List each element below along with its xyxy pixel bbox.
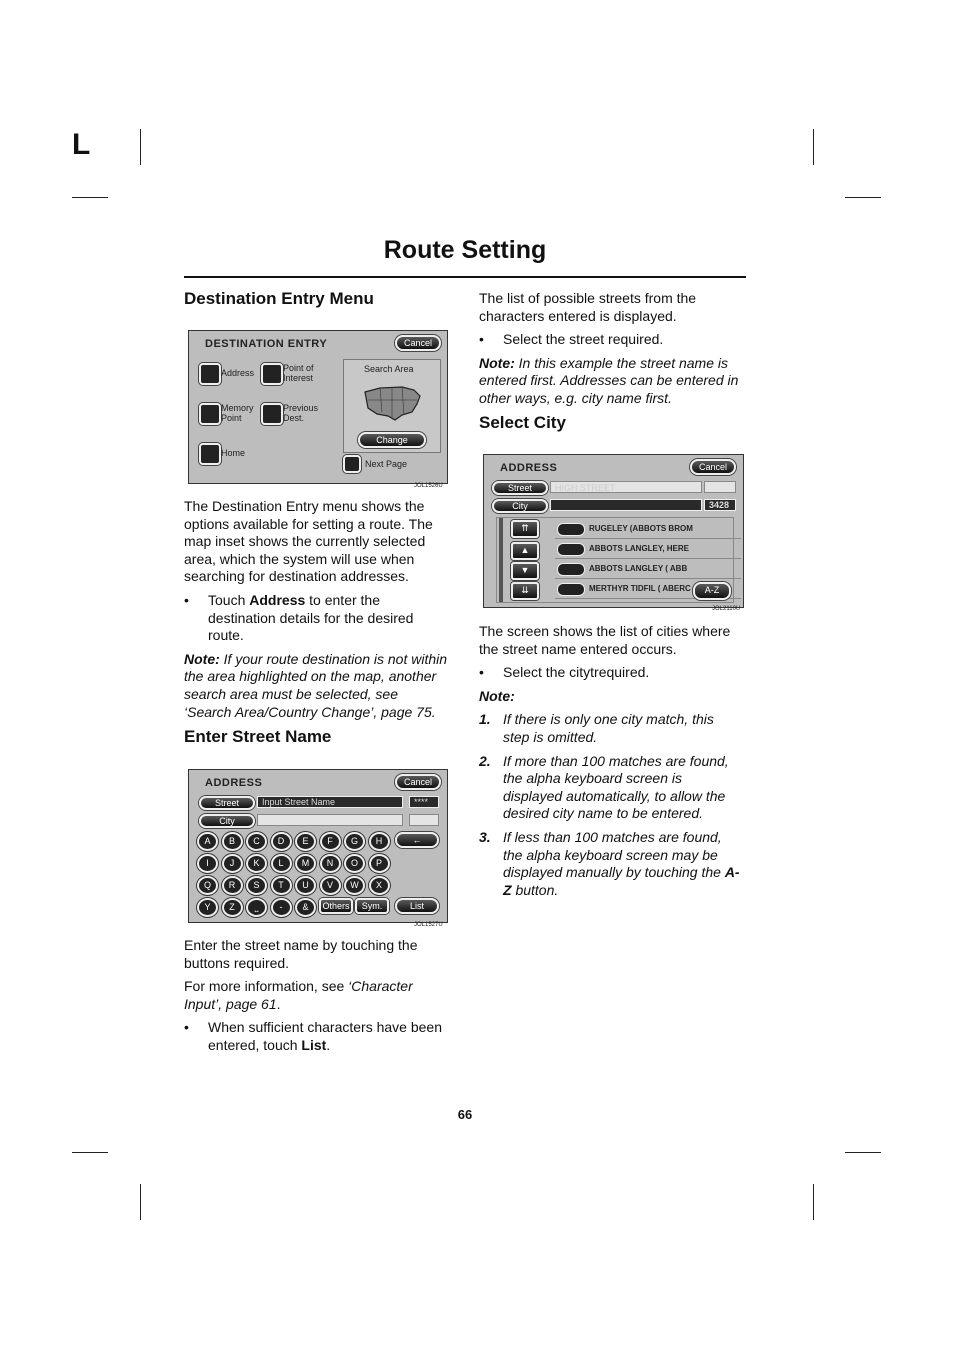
bullet-item — [184, 1019, 449, 1054]
city-row[interactable] — [555, 519, 741, 539]
previous-dest-icon[interactable] — [261, 403, 283, 425]
key-button[interactable]: C — [246, 832, 267, 851]
city-name: ABBOTS LANGLEY, HERE — [589, 544, 690, 553]
paragraph: The screen shows the list of cities where the street name entered occurs. — [479, 623, 731, 657]
key-button[interactable]: Z — [222, 898, 243, 917]
row-select-icon — [557, 583, 585, 596]
street-value: HIGH STREET — [550, 481, 702, 493]
crop-mark — [845, 197, 881, 198]
screen-title: DESTINATION ENTRY — [205, 338, 328, 350]
heading-enter-street-name: Enter Street Name — [184, 727, 332, 746]
city-name: MERTHYR TIDFIL ( ABERC — [589, 584, 691, 593]
left-column — [184, 290, 449, 308]
bold-text: Address — [249, 591, 306, 608]
poi-label-1: Point of — [283, 363, 314, 373]
bullet-item: • Select the citytrequired. — [479, 664, 744, 682]
key-button[interactable]: K — [246, 854, 267, 873]
key-button[interactable]: D — [271, 832, 292, 851]
city-list — [496, 517, 734, 603]
backspace-button[interactable]: ← — [395, 832, 439, 848]
note — [184, 651, 449, 721]
bullet-text: When sufficient characters have been entered, touch — [208, 1019, 442, 1053]
key-button[interactable]: M — [295, 854, 316, 873]
key-button[interactable]: - — [271, 898, 292, 917]
a-z-button[interactable]: A-Z — [693, 582, 731, 600]
scroll-bottom-button[interactable]: ⇊ — [511, 582, 539, 600]
point-of-interest-icon[interactable] — [261, 363, 283, 385]
change-button[interactable]: Change — [358, 432, 426, 448]
bold-text: A-Z — [503, 864, 740, 898]
previous-label-2: Dest. — [283, 413, 305, 423]
city-row[interactable] — [555, 539, 741, 559]
heading-select-city: Select City — [479, 413, 566, 432]
list-button[interactable]: List — [395, 898, 439, 914]
cancel-button[interactable]: Cancel — [395, 774, 441, 790]
scroll-up-button[interactable]: ▲ — [511, 542, 539, 560]
street-button[interactable]: Street — [199, 796, 255, 810]
title-rule — [184, 276, 746, 278]
text: . — [276, 995, 281, 1012]
key-button[interactable]: X — [369, 876, 390, 895]
page-title: Route Setting — [383, 236, 547, 264]
note — [479, 355, 744, 408]
key-button[interactable]: Y — [197, 898, 218, 917]
left-column-text-1 — [184, 498, 449, 727]
enter-street-screenshot — [188, 769, 448, 923]
item-text: If more than 100 matches are found, the alpha keyboard screen is displayed automatically, to allow the desired city name to be entered. — [503, 752, 729, 822]
memory-point-icon[interactable] — [199, 403, 221, 425]
key-button[interactable]: W — [344, 876, 365, 895]
key-button[interactable]: F — [320, 832, 341, 851]
select-city-screenshot — [483, 454, 744, 608]
screen-title: ADDRESS — [205, 777, 263, 789]
bullet-text: to enter the destination details for the desired route. — [208, 591, 414, 644]
note-text: If your route destination is not within the area highlighted on the map, another search area must be selected, see ‘Search Area/Country Change’, page 75. — [184, 650, 448, 720]
key-button[interactable]: B — [222, 832, 243, 851]
crop-mark — [845, 1152, 881, 1153]
crop-mark — [813, 1184, 814, 1220]
previous-label-1: Previous — [283, 403, 319, 413]
left-column-text-2 — [184, 937, 449, 1061]
right-heading — [479, 414, 744, 432]
numbered-item — [479, 829, 744, 899]
key-button[interactable]: H — [369, 832, 390, 851]
note-label: Note: — [479, 354, 515, 371]
next-page-icon[interactable] — [343, 455, 361, 473]
section-letter: L — [72, 128, 91, 161]
next-page-label: Next Page — [365, 459, 408, 469]
destination-entry-screenshot — [188, 330, 448, 484]
item-number: 1. — [479, 711, 491, 728]
numbered-item — [479, 753, 744, 823]
cancel-button[interactable]: Cancel — [690, 459, 736, 475]
city-row[interactable] — [555, 559, 741, 579]
text: For more information, see — [184, 978, 349, 995]
poi-label-2: Interest — [283, 373, 314, 383]
city-name: ABBOTS LANGLEY ( ABB — [589, 564, 688, 573]
note-text: In this example the street name is entered first. Addresses can be entered in other ways, e.g. city name first. — [479, 354, 739, 406]
bold-text: List — [301, 1036, 327, 1053]
row-select-icon — [557, 563, 585, 576]
cross-reference: ‘Character Input’, page 61 — [184, 978, 413, 1012]
figure-caption: JOL2110U — [712, 606, 741, 612]
paragraph — [184, 978, 449, 1013]
note-label — [479, 688, 744, 706]
right-column-text-1 — [479, 290, 744, 414]
search-area-label: Search Area — [364, 364, 414, 374]
city-button[interactable]: City — [492, 499, 548, 513]
screen-title: ADDRESS — [500, 462, 558, 474]
memory-label-1: Memory — [221, 403, 254, 413]
city-input[interactable] — [550, 499, 702, 511]
heading-destination-entry: Destination Entry Menu — [184, 289, 374, 308]
key-button[interactable]: E — [295, 832, 316, 851]
crop-mark — [72, 197, 108, 198]
item-text: If there is only one city match, this step is omitted. — [503, 711, 714, 745]
city-count: 3428 — [704, 499, 736, 511]
paragraph: The Destination Entry menu shows the options available for setting a route. The map inset shows the currently selected area, which the system will use when searching for destination addresses. — [184, 498, 433, 585]
city-button[interactable]: City — [199, 814, 255, 828]
key-button[interactable]: S — [246, 876, 267, 895]
key-button[interactable]: N — [320, 854, 341, 873]
sym-button[interactable]: Sym. — [355, 898, 389, 914]
key-button[interactable]: T — [271, 876, 292, 895]
row-select-icon — [557, 543, 585, 556]
bullet-text: Touch — [208, 591, 250, 608]
city-input[interactable] — [257, 814, 403, 826]
address-label: Address — [221, 368, 255, 378]
key-button[interactable]: R — [222, 876, 243, 895]
street-input[interactable]: Input Street Name — [257, 796, 403, 808]
figure-caption: JOL1526U — [414, 483, 443, 489]
key-button[interactable]: ⎵ — [246, 898, 267, 917]
bullet-item — [184, 592, 449, 645]
city-name: RUGELEY (ABBOTS BROM — [589, 524, 693, 533]
left-heading-2 — [184, 728, 449, 746]
note-label: Note: — [184, 650, 220, 667]
scroll-top-button[interactable]: ⇈ — [511, 520, 539, 538]
street-count — [704, 481, 736, 493]
paragraph: Enter the street name by touching the buttons required. — [184, 937, 418, 971]
match-count: **** — [409, 796, 439, 808]
key-button[interactable]: & — [295, 898, 316, 917]
bullet-text: . — [326, 1036, 331, 1053]
key-button[interactable]: P — [369, 854, 390, 873]
key-button[interactable]: J — [222, 854, 243, 873]
key-button[interactable]: G — [344, 832, 365, 851]
numbered-item — [479, 711, 744, 746]
others-button[interactable]: Others — [319, 898, 353, 914]
row-select-icon — [557, 523, 585, 536]
right-column-text-2 — [479, 623, 744, 905]
memory-label-2: Point — [221, 413, 242, 423]
list-scrollbar[interactable] — [499, 518, 503, 602]
search-area-panel — [343, 359, 441, 453]
home-icon[interactable] — [199, 443, 221, 465]
key-button[interactable]: I — [197, 854, 218, 873]
key-button[interactable]: V — [320, 876, 341, 895]
item-text: If less than 100 matches are found, the alpha keyboard screen may be displayed manually by touching the — [503, 828, 725, 881]
item-number: 3. — [479, 828, 491, 845]
paragraph: The list of possible streets from the characters entered is displayed. — [479, 290, 697, 324]
page-number: 66 — [457, 1107, 473, 1122]
cancel-button[interactable]: Cancel — [395, 335, 441, 351]
map-icon — [362, 382, 424, 424]
item-number: 2. — [479, 752, 491, 769]
crop-mark — [72, 1152, 108, 1153]
home-label: Home — [221, 448, 246, 458]
city-count — [409, 814, 439, 826]
key-button[interactable]: U — [295, 876, 316, 895]
key-button[interactable]: O — [344, 854, 365, 873]
crop-mark — [140, 129, 141, 165]
bullet-item: • Select the street required. — [479, 331, 744, 349]
street-button[interactable]: Street — [492, 481, 548, 495]
address-icon[interactable] — [199, 363, 221, 385]
figure-caption: JOL1527U — [414, 922, 443, 928]
crop-mark — [813, 129, 814, 165]
key-button[interactable]: A — [197, 832, 218, 851]
key-button[interactable]: L — [271, 854, 292, 873]
crop-mark — [140, 1184, 141, 1220]
note-label-text: Note: — [479, 687, 515, 704]
item-text: button. — [511, 881, 559, 898]
scroll-down-button[interactable]: ▼ — [511, 562, 539, 580]
key-button[interactable]: Q — [197, 876, 218, 895]
